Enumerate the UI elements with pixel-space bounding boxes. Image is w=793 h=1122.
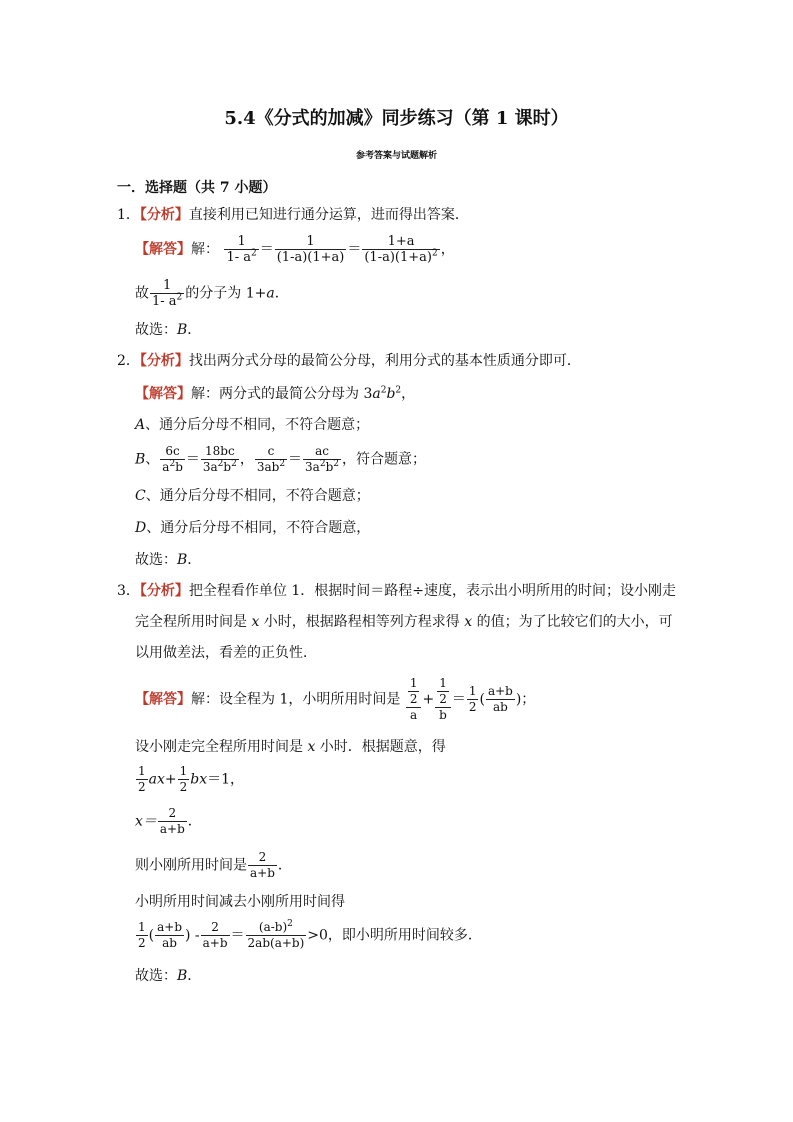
numerator: 1 <box>409 676 418 690</box>
variable-x: x <box>251 614 260 630</box>
numerator-text: (a-b) <box>258 920 288 934</box>
q2-number: 2． <box>117 353 140 369</box>
q1-line2-pre: 故 <box>135 285 149 302</box>
choose-label: 故选： <box>135 552 177 568</box>
denominator: 2 <box>138 780 146 794</box>
numerator: ac <box>303 444 341 460</box>
q3-xiaogang-time <box>135 850 292 881</box>
numerator: 1 <box>179 764 188 778</box>
choose-answer: B <box>177 322 188 338</box>
numerator: 1 <box>150 278 184 294</box>
denominator: $3a^2b^2$ <box>202 459 237 474</box>
denominator: $3ab^2$ <box>256 459 286 474</box>
solution-tag: 【解答】 <box>135 386 191 402</box>
numerator: 1 <box>224 234 258 250</box>
denominator: a <box>410 708 418 722</box>
numerator: 1+a <box>362 234 439 250</box>
q3-equation: $\frac{1}{2}$ ax+ $\frac{1}{2}$ bx＝1， <box>138 764 245 794</box>
denominator-text: (1-a)(1+a) <box>364 250 432 265</box>
fraction <box>150 278 184 309</box>
option-text: 、通分后分母不相同，不符合题意， <box>146 520 371 536</box>
section-heading: 一．选择题（共 7 小题） <box>117 180 277 196</box>
denominator: 1- $a^2$ <box>152 292 183 309</box>
denominator: $(1-a)(1+a)^2$ <box>364 248 438 265</box>
q2-solve-end: ， <box>401 386 416 402</box>
period: ． <box>187 813 202 830</box>
complex-fraction <box>435 676 451 723</box>
q3-analysis-line1 <box>117 582 676 600</box>
numerator: $(a-b)^2$ <box>246 920 307 936</box>
denominator: 2ab(a+b) <box>247 936 305 950</box>
numerator: a+b <box>487 684 513 698</box>
fraction <box>467 684 479 715</box>
choose-end: ． <box>187 322 202 338</box>
numerator: 1 <box>468 684 477 698</box>
q3-step-text: 设小刚走完全程所用时间是 <box>135 739 308 755</box>
equation-end: ＝1， <box>207 771 245 788</box>
complex-fraction <box>406 676 422 723</box>
option-text: ，符合题意； <box>342 451 426 468</box>
numerator: c <box>255 444 287 460</box>
q3-step1 <box>135 738 446 756</box>
fraction <box>362 234 439 265</box>
choose-label: 故选： <box>135 322 177 338</box>
fraction <box>160 444 185 475</box>
analysis-tag: 【分析】 <box>139 353 189 369</box>
denominator: a+b <box>159 822 185 836</box>
denominator: a+b <box>202 936 228 950</box>
fraction <box>246 920 307 951</box>
q3-analysis-text: 的值；为了比较它们的大小，可 <box>472 614 673 630</box>
numerator: 18bc <box>201 444 239 460</box>
option-letter: A <box>135 417 146 433</box>
period: ． <box>277 857 292 874</box>
page-subtitle: 参考答案与试题解析 <box>355 151 437 161</box>
variable-x: x <box>464 614 473 630</box>
q3-result-text: >0，即小明所用时间较多． <box>307 927 482 944</box>
q1-line2-var: a <box>266 285 275 302</box>
option-letter: B <box>135 451 146 468</box>
choose-answer: B <box>177 968 188 984</box>
q3-solution: 【解答】解：设全程为 1，小明所用时间是 $\frac{\frac{1}{2}}{a}$ + $\frac{\frac{1}{2}}{b}$ ＝ $\frac{1}{2}$ ( $\frac{a+b}{ab}$ )； <box>135 676 536 722</box>
fraction <box>201 920 230 951</box>
q3-subtract <box>135 893 345 911</box>
q3-step-text: 小时．根据题意，得 <box>315 739 446 755</box>
numerator: 2 <box>201 920 230 936</box>
denominator: 2 <box>138 936 146 950</box>
q2-solution: 【解答】解：两分式的最简公分母为 $3a^2b^2$， <box>135 385 416 402</box>
fraction <box>486 684 515 715</box>
choose-end: ． <box>187 968 202 984</box>
numerator <box>406 676 422 708</box>
numerator: 1 <box>138 920 146 934</box>
x-equals: x＝ <box>135 813 157 830</box>
q3-solve-text: 解：设全程为 1，小明所用时间是 <box>191 691 401 708</box>
numerator <box>435 676 451 708</box>
analysis-tag: 【分析】 <box>139 583 189 599</box>
denominator: 2 <box>468 700 477 714</box>
choose-answer: B <box>177 552 188 568</box>
q3-analysis-line3 <box>135 644 317 662</box>
numerator: 2 <box>248 850 277 866</box>
option-text: 、通分后分母不相同，不符合题意； <box>145 488 370 504</box>
denominator: ab <box>162 936 177 950</box>
q3-step-text: 小明所用时间减去小刚所用时间得 <box>135 894 345 910</box>
fraction <box>437 676 449 707</box>
solution-tag: 【解答】 <box>135 691 191 708</box>
denominator: 2 <box>179 780 188 794</box>
option-text: 、通分后分母不相同，不符合题意； <box>145 417 370 433</box>
q1-line2-post: 的分子为 1+ <box>185 285 267 302</box>
numerator: 1 <box>275 234 347 250</box>
denominator: $a^2b$ <box>162 459 183 474</box>
denominator-text: 1- a <box>152 294 177 309</box>
fraction <box>136 764 148 795</box>
q1-answer <box>135 321 201 339</box>
q2-answer <box>135 551 201 569</box>
solution-tag: 【解答】 <box>135 241 191 258</box>
q2-option-b: B、 $\frac{6c}{a^2b}$ ＝ $\frac{18bc}{3a^2b^2}$ ， $\frac{c}{3ab^2}$ ＝ $\frac{ac}{3a^2b^2}$ ，符合题意； <box>135 444 426 474</box>
denominator: 1- $a^2$ <box>226 248 257 265</box>
q3-analysis-text: 完全程所用时间是 <box>135 614 252 630</box>
q2-option-a <box>135 416 369 434</box>
fraction <box>303 444 341 475</box>
fraction <box>158 806 187 837</box>
q1-number: 1． <box>117 207 140 223</box>
q3-step-text: 则小刚所用时间是 <box>135 857 247 874</box>
fraction <box>255 444 287 475</box>
denominator: (1-a)(1+a) <box>276 250 345 265</box>
fraction <box>136 920 148 951</box>
denominator: ab <box>492 700 508 714</box>
q1-line2-end: ． <box>274 285 289 302</box>
fraction <box>201 444 239 475</box>
q3-analysis-text: 以用做差法，看差的正负性． <box>135 645 317 661</box>
fraction <box>275 234 347 265</box>
choose-end: ． <box>187 552 202 568</box>
q1-analysis <box>117 206 469 224</box>
q3-x-solution <box>135 806 202 837</box>
fraction <box>248 850 277 881</box>
q1-analysis-text: 直接利用已知进行通分运算，进而得出答案． <box>188 207 469 223</box>
q3-analysis-text: 小时，根据路程相等列方程求得 <box>259 614 465 630</box>
analysis-tag: 【分析】 <box>139 207 189 223</box>
q3-difference: $\frac{1}{2}$ ( $\frac{a+b}{ab}$ ) - $\frac{2}{a+b}$ ＝ $\frac{(a-b)^2}{2ab(a+b)}$ >0，即小明所用时间较多． <box>138 919 482 950</box>
option-letter: D <box>135 520 147 536</box>
fraction <box>408 676 420 707</box>
fraction <box>155 920 184 951</box>
variable-x: x <box>307 739 316 755</box>
q2-option-d <box>135 519 370 537</box>
choose-label: 故选： <box>135 968 177 984</box>
numerator: 1 <box>439 676 447 690</box>
numerator: 1 <box>138 764 146 778</box>
denominator: a+b <box>250 866 275 880</box>
q2-analysis-text: 找出两分式分母的最简公分母，利用分式的基本性质通分即可． <box>188 353 581 369</box>
q3-analysis-text: 把全程看作单位 1．根据时间＝路程÷速度，表示出小明所用的时间；设小刚走 <box>188 583 677 599</box>
q1-solution: 【解答】解： $\frac{1}{1- a^2}$ ＝ $\frac{1}{(1-a)(1+a)}$ ＝ $\frac{1+a}{(1-a)(1+a)^2}$ ， <box>135 234 455 265</box>
q1-solve-prefix: 解： <box>191 241 219 258</box>
q1-conclusion <box>135 278 289 309</box>
numerator: a+b <box>157 920 182 934</box>
fraction <box>224 234 258 265</box>
denominator: 2 <box>439 692 447 706</box>
numerator: 2 <box>158 806 187 822</box>
q2-analysis <box>117 352 581 370</box>
denominator: 2 <box>409 692 418 706</box>
fraction <box>178 764 190 795</box>
q3-number: 3． <box>117 583 140 599</box>
q2-solve-text: 解：两分式的最简公分母为 3 <box>191 386 373 402</box>
option-letter: C <box>135 488 146 504</box>
q2-option-c <box>135 487 370 505</box>
q3-answer <box>135 967 201 985</box>
q3-analysis-line2 <box>135 613 673 631</box>
denominator: b <box>439 708 447 722</box>
numerator: 6c <box>160 444 185 460</box>
page-title: 5.4《分式的加减》同步练习（第 1 课时） <box>224 108 569 129</box>
denominator: $3a^2b^2$ <box>305 459 339 474</box>
denominator-text: 1- a <box>226 250 251 265</box>
